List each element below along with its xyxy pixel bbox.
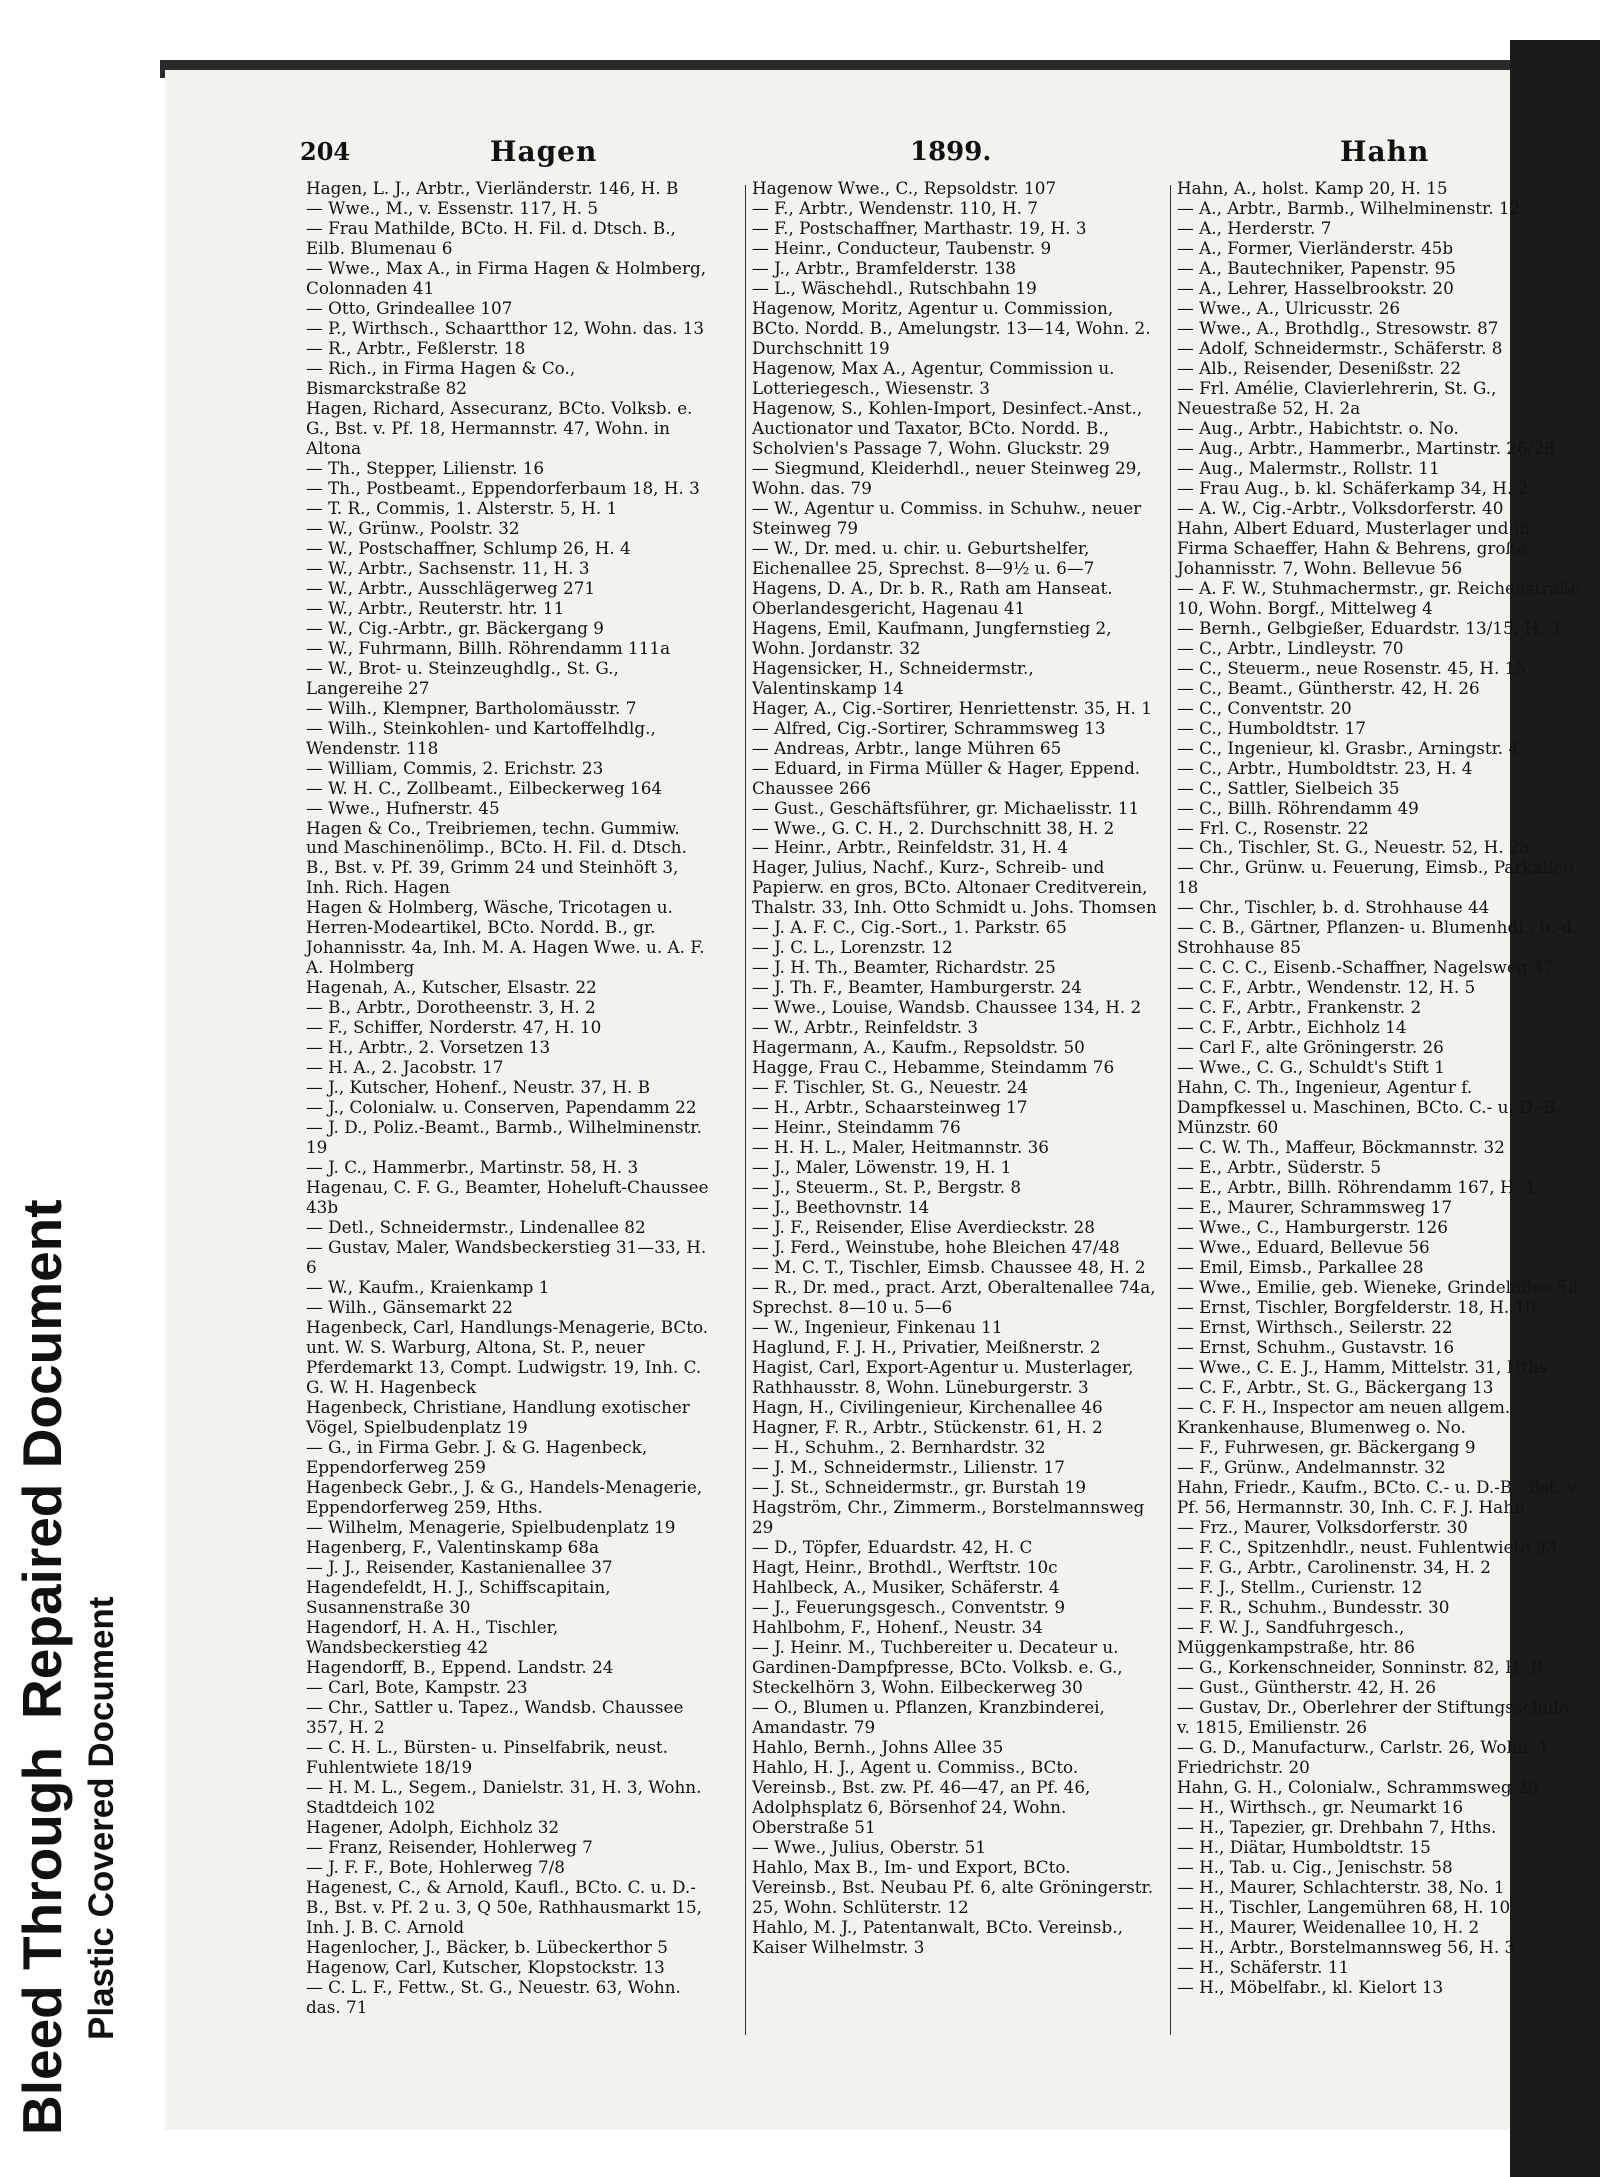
directory-entry: — W., Grünw., Poolstr. 32 bbox=[306, 517, 520, 538]
directory-entry: — Frau Aug., b. kl. Schäferkamp 34, H. 2 bbox=[1177, 477, 1529, 498]
directory-entry: — C., Steuerm., neue Rosenstr. 45, H. 15 bbox=[1177, 657, 1526, 678]
directory-entry: Hagner, F. R., Arbtr., Stückenstr. 61, H. 2 bbox=[752, 1417, 1103, 1438]
directory-entry: — H., Tab. u. Cig., Jenischstr. 58 bbox=[1177, 1856, 1453, 1877]
directory-entry: Hahn, Friedr., Kaufm., BCto. C.- u. D.-B., Bst. v. Pf. 56, Hermannstr. 30, Inh. C. F. J. Hahn bbox=[1177, 1476, 1580, 1517]
directory-entry: — P., Wirthsch., Schaartthor 12, Wohn. das. 13 bbox=[306, 317, 705, 338]
directory-entry: — J. C. L., Lorenzstr. 12 bbox=[752, 937, 953, 958]
directory-entry: Hahn, C. Th., Ingenieur, Agentur f. Dampfkessel u. Maschinen, BCto. C.- u. D.-B., Münzstr. 60 bbox=[1177, 1077, 1566, 1138]
directory-entry: — H. H. L., Maler, Heitmannstr. 36 bbox=[752, 1137, 1049, 1158]
directory-entry: — O., Blumen u. Pflanzen, Kranzbinderei, Amandastr. 79 bbox=[752, 1696, 1105, 1737]
margin-notes bbox=[0, 740, 160, 2160]
directory-entry: — Emil, Eimsb., Parkallee 28 bbox=[1177, 1257, 1424, 1278]
directory-entry: — J., Feuerungsgesch., Conventstr. 9 bbox=[752, 1596, 1066, 1617]
directory-entry: — F., Postschaffner, Marthastr. 19, H. 3 bbox=[752, 217, 1087, 238]
directory-entry: — Eduard, in Firma Müller & Hager, Eppend. Chaussee 266 bbox=[752, 757, 1141, 798]
page-number: 204 bbox=[300, 137, 351, 166]
directory-entry: — Wwe., Eduard, Bellevue 56 bbox=[1177, 1237, 1430, 1258]
directory-entry: — H., Wirthsch., gr. Neumarkt 16 bbox=[1177, 1796, 1464, 1817]
directory-entry: — J. M., Schneidermstr., Lilienstr. 17 bbox=[752, 1457, 1065, 1477]
directory-entry: Hagen & Holmberg, Wäsche, Tricotagen u. Herren-Modeartikel, BCto. Nordd. B., gr. Johannisstr. 4a, Inh. M. A. Hagen Wwe. u. A. F. A. Holmberg bbox=[306, 897, 705, 978]
directory-entry: Hahlo, M. J., Patentanwalt, BCto. Vereinsb., Kaiser Wilhelmstr. 3 bbox=[752, 1916, 1123, 1957]
directory-entry: — C. L. F., Fettw., St. G., Neuestr. 63, Wohn. das. 71 bbox=[306, 1976, 681, 2017]
directory-entry: — A., Former, Vierländerstr. 45b bbox=[1177, 237, 1454, 258]
directory-entry: — T. R., Commis, 1. Alsterstr. 5, H. 1 bbox=[306, 497, 618, 518]
directory-entry: — H., Arbtr., 2. Vorsetzen 13 bbox=[306, 1037, 551, 1058]
directory-entry: Hagt, Heinr., Brothdl., Werftstr. 10c bbox=[752, 1556, 1058, 1577]
directory-entry: — Chr., Grünw. u. Feuerung, Eimsb., Parkallee 18 bbox=[1177, 857, 1574, 898]
directory-entry: Hahlo, Bernh., Johns Allee 35 bbox=[752, 1736, 1004, 1757]
directory-entry: Hagist, Carl, Export-Agentur u. Musterlager, Rathhausstr. 8, Wohn. Lüneburgerstr. 3 bbox=[752, 1357, 1134, 1398]
directory-entry: — M. C. T., Tischler, Eimsb. Chaussee 48, H. 2 bbox=[752, 1257, 1146, 1278]
directory-entry: Hagendorf, H. A. H., Tischler, Wandsbeckerstieg 42 bbox=[306, 1616, 559, 1657]
directory-entry: — Chr., Tischler, b. d. Strohhause 44 bbox=[1177, 897, 1490, 918]
directory-entry: — W., Postschaffner, Schlump 26, H. 4 bbox=[306, 537, 631, 558]
directory-entry: Hagenah, A., Kutscher, Elsastr. 22 bbox=[306, 977, 597, 998]
directory-entry: — G., in Firma Gebr. J. & G. Hagenbeck, Eppendorferweg 259 bbox=[306, 1437, 648, 1477]
directory-entry: — W., Agentur u. Commiss. in Schuhw., neuer Steinweg 79 bbox=[752, 497, 1142, 538]
directory-entry: — C. F., Arbtr., St. G., Bäckergang 13 bbox=[1177, 1377, 1494, 1398]
directory-entry: — W., Ingenieur, Finkenau 11 bbox=[752, 1317, 1003, 1338]
directory-entry: Hagenbeck Gebr., J. & G., Handels-Menagerie, Eppendorferweg 259, Hths. bbox=[306, 1476, 703, 1517]
directory-entry: Hagenow Wwe., C., Repsoldstr. 107 bbox=[752, 178, 1057, 198]
directory-entry: — J. Heinr. M., Tuchbereiter u. Decateur u. Gardinen-Dampfpresse, BCto. Volksb. e. G., Steckelhörn 3, Wohn. Eilbeckerweg 30 bbox=[752, 1636, 1123, 1697]
directory-entry: — Aug., Arbtr., Hammerbr., Martinstr. 26/28 bbox=[1177, 437, 1555, 458]
directory-entry: — H. A., 2. Jacobstr. 17 bbox=[306, 1057, 504, 1078]
directory-entry: — H. M. L., Segem., Danielstr. 31, H. 3, Wohn. Stadtdeich 102 bbox=[306, 1776, 702, 1817]
directory-entry: — Frl. C., Rosenstr. 22 bbox=[1177, 817, 1369, 838]
directory-entry: — J. F. F., Bote, Hohlerweg 7/8 bbox=[306, 1856, 565, 1877]
directory-entry: — Heinr., Arbtr., Reinfeldstr. 31, H. 4 bbox=[752, 837, 1069, 858]
directory-entry: Hagens, D. A., Dr. b. R., Rath am Hanseat. Oberlandesgericht, Hagenau 41 bbox=[752, 577, 1113, 618]
directory-entry: Hager, Julius, Nachf., Kurz-, Schreib- und Papierw. en gros, BCto. Altonaer Creditverein, Thalstr. 33, Inh. Otto Schmidt u. Johs. Thomsen bbox=[752, 857, 1157, 918]
directory-entry: — Alb., Reisender, Desenißstr. 22 bbox=[1177, 357, 1462, 378]
directory-entry: — Wwe., Emilie, geb. Wieneke, Grindelallee 58 bbox=[1177, 1277, 1579, 1298]
directory-entry: — Wwe., C. E. J., Hamm, Mittelstr. 31, Hths. bbox=[1177, 1357, 1553, 1378]
directory-entry: — William, Commis, 2. Erichstr. 23 bbox=[306, 757, 604, 778]
directory-entry: — Wilh., Klempner, Bartholomäusstr. 7 bbox=[306, 697, 637, 718]
directory-entry: — D., Töpfer, Eduardstr. 42, H. C bbox=[752, 1536, 1033, 1557]
directory-entry: — Wwe., M., v. Essenstr. 117, H. 5 bbox=[306, 197, 599, 218]
directory-entry: — H., Diätar, Humboldtstr. 15 bbox=[1177, 1836, 1431, 1857]
directory-entry: Hagenlocher, J., Bäcker, b. Lübeckerthor 5 bbox=[306, 1936, 668, 1957]
directory-entry: — J. D., Poliz.-Beamt., Barmb., Wilhelminenstr. 19 bbox=[306, 1117, 702, 1158]
left-running-head: Hagen bbox=[490, 135, 598, 168]
directory-entry: Hagenbeck, Carl, Handlungs-Menagerie, BCto. unt. W. S. Warburg, Altona, St. P., neuer Pferdemarkt 13, Compt. Ludwigstr. 19, Inh. C. G. W. H. Hagenbeck bbox=[306, 1317, 709, 1398]
directory-entry: — Wilh., Steinkohlen- und Kartoffelhdlg., Wendenstr. 118 bbox=[306, 717, 656, 758]
directory-entry: — J., Beethovnstr. 14 bbox=[752, 1197, 930, 1218]
directory-entry: — Th., Stepper, Lilienstr. 16 bbox=[306, 457, 545, 478]
directory-entry: Hahn, Albert Eduard, Musterlager und in Firma Schaeffer, Hahn & Behrens, große Johannisstr. 7, Wohn. Bellevue 56 bbox=[1177, 517, 1530, 578]
directory-entry: — E., Arbtr., Süderstr. 5 bbox=[1177, 1157, 1382, 1178]
directory-entry: Hagenow, S., Kohlen-Import, Desinfect.-Anst., Auctionator und Taxator, BCto. Nordd. B., Scholvien's Passage 7, Wohn. Gluckstr. 29 bbox=[752, 397, 1143, 458]
directory-entry: — A., Arbtr., Barmb., Wilhelminenstr. 12 bbox=[1177, 197, 1521, 218]
plastic-covered-note: Plastic Covered Document bbox=[82, 1596, 121, 2040]
directory-entry: — Rich., in Firma Hagen & Co., Bismarckstraße 82 bbox=[306, 357, 576, 398]
directory-entry: — C. B., Gärtner, Pflanzen- u. Blumenhdl., b. d. Strohhause 85 bbox=[1177, 917, 1578, 958]
directory-entry: — J. St., Schneidermstr., gr. Burstah 19 bbox=[752, 1476, 1087, 1497]
directory-entry: — C., Sattler, Sielbeich 35 bbox=[1177, 777, 1400, 798]
directory-entry: Hagen, L. J., Arbtr., Vierländerstr. 146, H. B bbox=[306, 178, 679, 198]
directory-entry: — C. W. Th., Maffeur, Böckmannstr. 32 bbox=[1177, 1137, 1505, 1158]
page-header bbox=[300, 135, 1440, 175]
directory-entry: — Wwe., A., Brothdlg., Stresowstr. 87 bbox=[1177, 317, 1499, 338]
directory-entry: — J. Th. F., Beamter, Hamburgerstr. 24 bbox=[752, 977, 1082, 998]
directory-entry: — Andreas, Arbtr., lange Mühren 65 bbox=[752, 737, 1062, 758]
directory-entry: — A., Herderstr. 7 bbox=[1177, 217, 1332, 238]
directory-entry: Hagermann, A., Kaufm., Repsoldstr. 50 bbox=[752, 1037, 1085, 1058]
directory-entry: — C. F., Arbtr., Wendenstr. 12, H. 5 bbox=[1177, 977, 1476, 998]
directory-entry: — F., Schiffer, Norderstr. 47, H. 10 bbox=[306, 1017, 602, 1038]
directory-entry: Hahlbohm, F., Hohenf., Neustr. 34 bbox=[752, 1616, 1043, 1637]
directory-entry: — H., Tischler, Langemühren 68, H. 10 bbox=[1177, 1896, 1511, 1917]
directory-entry: — J., Arbtr., Bramfelderstr. 138 bbox=[752, 257, 1017, 278]
directory-entry: — C., Humboldtstr. 17 bbox=[1177, 717, 1366, 738]
directory-entry: Hagen, Richard, Assecuranz, BCto. Volksb. e. G., Bst. v. Pf. 18, Hermannstr. 47, Wohn. in Altona bbox=[306, 397, 693, 458]
directory-entry: — F. Tischler, St. G., Neuestr. 24 bbox=[752, 1077, 1028, 1098]
directory-entry: Hahlbeck, A., Musiker, Schäferstr. 4 bbox=[752, 1576, 1060, 1597]
directory-entry: — Alfred, Cig.-Sortirer, Schrammsweg 13 bbox=[752, 717, 1106, 738]
year-heading: 1899. bbox=[910, 137, 992, 167]
column-divider bbox=[1170, 185, 1171, 2035]
directory-entry: — J., Steuerm., St. P., Bergstr. 8 bbox=[752, 1177, 1022, 1198]
directory-entry: — Wwe., C. G., Schuldt's Stift 1 bbox=[1177, 1057, 1445, 1078]
directory-entry: — E., Arbtr., Billh. Röhrendamm 167, H. 1 bbox=[1177, 1177, 1536, 1198]
directory-entry: — F. R., Schuhm., Bundesstr. 30 bbox=[1177, 1596, 1450, 1617]
directory-entry: Hagensicker, H., Schneidermstr., Valentinskamp 14 bbox=[752, 657, 1034, 698]
directory-entry: Hagenow, Moritz, Agentur u. Commission, BCto. Nordd. B., Amelungstr. 13—14, Wohn. 2. Durchschnitt 19 bbox=[752, 297, 1151, 358]
directory-entry: Hahn, A., holst. Kamp 20, H. 15 bbox=[1177, 178, 1448, 198]
directory-entry: — J. A. F. C., Cig.-Sort., 1. Parkstr. 65 bbox=[752, 917, 1067, 938]
directory-entry: — A., Lehrer, Hasselbrookstr. 20 bbox=[1177, 277, 1454, 298]
directory-entry: — H., Tapezier, gr. Drehbahn 7, Hths. bbox=[1177, 1816, 1497, 1837]
directory-entry: — Chr., Sattler u. Tapez., Wandsb. Chaussee 357, H. 2 bbox=[306, 1696, 684, 1737]
directory-entry: — C., Conventstr. 20 bbox=[1177, 697, 1352, 718]
directory-entry: — L., Wäschehdl., Rutschbahn 19 bbox=[752, 277, 1037, 298]
directory-column-3 bbox=[1177, 178, 1585, 1997]
directory-entry: — C., Arbtr., Humboldtstr. 23, H. 4 bbox=[1177, 757, 1473, 778]
directory-entry: — R., Dr. med., pract. Arzt, Oberaltenallee 74a, Sprechst. 8—10 u. 5—6 bbox=[752, 1277, 1156, 1318]
directory-entry: Hagendorff, B., Eppend. Landstr. 24 bbox=[306, 1656, 614, 1677]
directory-entry: — Ernst, Schuhm., Gustavstr. 16 bbox=[1177, 1337, 1455, 1358]
directory-entry: — C. F., Arbtr., Frankenstr. 2 bbox=[1177, 997, 1422, 1018]
directory-entry: — Wwe., Louise, Wandsb. Chaussee 134, H. 2 bbox=[752, 997, 1142, 1018]
directory-entry: — Wwe., Julius, Oberstr. 51 bbox=[752, 1836, 987, 1857]
directory-entry: Hagen & Co., Treibriemen, techn. Gummiw. und Maschinenölimp., BCto. H. Fil. d. Dtsch. B., Bst. v. Pf. 39, Grimm 24 und Steinhöft 3, Inh. Rich. Hagen bbox=[306, 817, 687, 898]
directory-entry: — Adolf, Schneidermstr., Schäferstr. 8 bbox=[1177, 337, 1503, 358]
directory-entry: — Gustav, Maler, Wandsbeckerstieg 31—33, H. 6 bbox=[306, 1237, 707, 1278]
directory-entry: — W., Arbtr., Reinfeldstr. 3 bbox=[752, 1017, 979, 1038]
directory-entry: — Aug., Arbtr., Habichtstr. o. No. bbox=[1177, 417, 1459, 438]
directory-entry: — Ch., Tischler, St. G., Neuestr. 52, H. 2a bbox=[1177, 837, 1530, 858]
directory-entry: — H., Schäferstr. 11 bbox=[1177, 1956, 1350, 1977]
column-divider bbox=[745, 185, 746, 2035]
directory-entry: — C., Ingenieur, kl. Grasbr., Arningstr. 4 bbox=[1177, 737, 1520, 758]
directory-entry: Hager, A., Cig.-Sortirer, Henriettenstr. 35, H. 1 bbox=[752, 697, 1152, 718]
directory-entry: — F. C., Spitzenhdlr., neust. Fuhlentwiete 93 bbox=[1177, 1536, 1557, 1557]
directory-entry: — Siegmund, Kleiderhdl., neuer Steinweg 29, Wohn. das. 79 bbox=[752, 457, 1142, 498]
directory-column-2 bbox=[752, 178, 1160, 1957]
directory-entry: — Bernh., Gelbgießer, Eduardstr. 13/15, H. 3 bbox=[1177, 617, 1561, 638]
directory-entry: Hagenberg, F., Valentinskamp 68a bbox=[306, 1536, 599, 1557]
directory-entry: — W., Dr. med. u. chir. u. Geburtshelfer, Eichenallee 25, Sprechst. 8—9½ u. 6—7 bbox=[752, 537, 1095, 578]
directory-entry: — J. Ferd., Weinstube, hohe Bleichen 47/48 bbox=[752, 1237, 1120, 1258]
directory-entry: — Heinr., Steindamm 76 bbox=[752, 1117, 961, 1138]
directory-entry: — Wwe., Max A., in Firma Hagen & Holmberg, Colonnaden 41 bbox=[306, 257, 707, 298]
directory-entry: Hagens, Emil, Kaufmann, Jungfernstieg 2, Wohn. Jordanstr. 32 bbox=[752, 617, 1112, 658]
directory-entry: Hagström, Chr., Zimmerm., Borstelmannsweg 29 bbox=[752, 1496, 1145, 1537]
directory-entry: Hagendefeldt, H. J., Schiffscapitain, Susannenstraße 30 bbox=[306, 1576, 611, 1617]
directory-entry: — Wwe., Hufnerstr. 45 bbox=[306, 797, 500, 818]
directory-entry: — A. F. W., Stuhmachermstr., gr. Reichenstraße 10, Wohn. Borgf., Mittelweg 4 bbox=[1177, 577, 1581, 618]
directory-entry: — W., Arbtr., Sachsenstr. 11, H. 3 bbox=[306, 557, 590, 578]
directory-entry: — Ernst, Tischler, Borgfelderstr. 18, H. 10 bbox=[1177, 1297, 1537, 1318]
directory-entry: — J., Maler, Löwenstr. 19, H. 1 bbox=[752, 1157, 1012, 1178]
directory-entry: — G., Korkenschneider, Sonninstr. 82, H. B bbox=[1177, 1656, 1543, 1677]
directory-entry: — C., Billh. Röhrendamm 49 bbox=[1177, 797, 1419, 818]
directory-entry: — Franz, Reisender, Hohlerweg 7 bbox=[306, 1836, 593, 1857]
directory-entry: — E., Maurer, Schrammsweg 17 bbox=[1177, 1197, 1453, 1218]
directory-entry: — F. G., Arbtr., Carolinenstr. 34, H. 2 bbox=[1177, 1556, 1491, 1577]
directory-entry: — H., Maurer, Weidenallee 10, H. 2 bbox=[1177, 1916, 1480, 1937]
directory-entry: — F., Fuhrwesen, gr. Bäckergang 9 bbox=[1177, 1437, 1476, 1458]
directory-entry: Hagge, Frau C., Hebamme, Steindamm 76 bbox=[752, 1057, 1115, 1078]
directory-entry: — Carl, Bote, Kampstr. 23 bbox=[306, 1676, 528, 1697]
directory-entry: — W., Arbtr., Ausschlägerweg 271 bbox=[306, 577, 596, 598]
directory-entry: Hagenest, C., & Arnold, Kaufl., BCto. C. u. D.-B., Bst. v. Pf. 2 u. 3, Q 50e, Rathhausmarkt 15, Inh. J. B. C. Arnold bbox=[306, 1876, 702, 1937]
directory-entry: — Gust., Geschäftsführer, gr. Michaelisstr. 11 bbox=[752, 797, 1140, 818]
directory-entry: — B., Arbtr., Dorotheenstr. 3, H. 2 bbox=[306, 997, 596, 1018]
directory-entry: — Wwe., G. C. H., 2. Durchschnitt 38, H. 2 bbox=[752, 817, 1115, 838]
directory-entry: — C. F. H., Inspector am neuen allgem. Krankenhause, Blumenweg o. No. bbox=[1177, 1397, 1511, 1438]
directory-entry: — W., Kaufm., Kraienkamp 1 bbox=[306, 1277, 550, 1298]
directory-entry: — W., Cig.-Arbtr., gr. Bäckergang 9 bbox=[306, 617, 604, 638]
right-running-head: Hahn bbox=[1340, 135, 1430, 168]
directory-entry: — Wilh., Gänsemarkt 22 bbox=[306, 1297, 513, 1318]
directory-entry: — R., Arbtr., Feßlerstr. 18 bbox=[306, 337, 526, 358]
directory-entry: Hahlo, H. J., Agent u. Commiss., BCto. Vereinsb., Bst. zw. Pf. 46—47, an Pf. 46, Adolphsplatz 6, Börsenhof 24, Wohn. Oberstraße 51 bbox=[752, 1756, 1091, 1837]
directory-column-1 bbox=[306, 178, 714, 2017]
directory-entry: — C. H. L., Bürsten- u. Pinselfabrik, neust. Fuhlentwiete 18/19 bbox=[306, 1736, 669, 1777]
directory-entry: Hagenow, Max A., Agentur, Commission u. Lotteriegesch., Wiesenstr. 3 bbox=[752, 357, 1115, 398]
directory-entry: — J. J., Reisender, Kastanienallee 37 bbox=[306, 1556, 613, 1577]
directory-entry: — F. W. J., Sandfuhrgesch., Müggenkampstraße, htr. 86 bbox=[1177, 1616, 1415, 1657]
directory-entry: — G. D., Manufacturw., Carlstr. 26, Wohn. 1. Friedrichstr. 20 bbox=[1177, 1736, 1555, 1777]
directory-entry: — H., Schuhm., 2. Bernhardstr. 32 bbox=[752, 1437, 1046, 1458]
directory-entry: — H., Maurer, Schlachterstr. 38, No. 1 bbox=[1177, 1876, 1505, 1897]
directory-entry: — F., Grünw., Andelmannstr. 32 bbox=[1177, 1457, 1446, 1477]
directory-entry: — W. H. C., Zollbeamt., Eilbeckerweg 164 bbox=[306, 777, 663, 798]
directory-entry: — Frl. Amélie, Clavierlehrerin, St. G., Neuestraße 52, H. 2a bbox=[1177, 377, 1497, 418]
directory-entry: — J. H. Th., Beamter, Richardstr. 25 bbox=[752, 957, 1056, 978]
directory-entry: Hagenbeck, Christiane, Handlung exotischer Vögel, Spielbudenplatz 19 bbox=[306, 1397, 690, 1438]
directory-entry: — C. C. C., Eisenb.-Schaffner, Nagelsweg 47 bbox=[1177, 957, 1555, 978]
directory-entry: — C., Arbtr., Lindleystr. 70 bbox=[1177, 637, 1404, 658]
directory-entry: — Aug., Malermstr., Rollstr. 11 bbox=[1177, 457, 1440, 478]
directory-entry: — Detl., Schneidermstr., Lindenallee 82 bbox=[306, 1217, 646, 1238]
directory-entry: — Frz., Maurer, Volksdorferstr. 30 bbox=[1177, 1516, 1468, 1537]
directory-entry: — Th., Postbeamt., Eppendorferbaum 18, H. 3 bbox=[306, 477, 700, 498]
directory-entry: — Wwe., C., Hamburgerstr. 126 bbox=[1177, 1217, 1448, 1238]
directory-entry: — H., Möbelfabr., kl. Kielort 13 bbox=[1177, 1976, 1444, 1997]
directory-entry: — J., Colonialw. u. Conserven, Papendamm 22 bbox=[306, 1097, 697, 1118]
directory-entry: — Wwe., A., Ulricusstr. 26 bbox=[1177, 297, 1401, 318]
directory-entry: — A. W., Cig.-Arbtr., Volksdorferstr. 40 bbox=[1177, 497, 1504, 518]
directory-entry: — J. C., Hammerbr., Martinstr. 58, H. 3 bbox=[306, 1157, 639, 1178]
directory-entry: — H., Arbtr., Schaarsteinweg 17 bbox=[752, 1097, 1028, 1118]
directory-entry: Hagenau, C. F. G., Beamter, Hoheluft-Chaussee 43b bbox=[306, 1177, 709, 1218]
directory-entry: Hagener, Adolph, Eichholz 32 bbox=[306, 1816, 560, 1837]
directory-entry: — Gustav, Dr., Oberlehrer der Stiftungsschule v. 1815, Emilienstr. 26 bbox=[1177, 1696, 1569, 1737]
directory-entry: — W., Brot- u. Steinzeughdlg., St. G., Langereihe 27 bbox=[306, 657, 619, 698]
directory-entry: — Otto, Grindeallee 107 bbox=[306, 297, 513, 318]
directory-entry: Hahlo, Max B., Im- und Export, BCto. Vereinsb., Bst. Neubau Pf. 6, alte Gröningerstr. 25, Wohn. Schlüterstr. 12 bbox=[752, 1856, 1154, 1917]
directory-entry: — Carl F., alte Gröningerstr. 26 bbox=[1177, 1037, 1444, 1058]
directory-entry: Hahn, G. H., Colonialw., Schrammsweg 28 bbox=[1177, 1776, 1539, 1797]
directory-entry: — J., Kutscher, Hohenf., Neustr. 37, H. B bbox=[306, 1077, 651, 1098]
directory-entry: — Frau Mathilde, BCto. H. Fil. d. Dtsch. B., Eilb. Blumenau 6 bbox=[306, 217, 676, 258]
repaired-document-note: Repaired Document bbox=[11, 1199, 73, 1719]
directory-entry: — W., Arbtr., Reuterstr. htr. 11 bbox=[306, 597, 565, 618]
directory-entry: — A., Bautechniker, Papenstr. 95 bbox=[1177, 257, 1456, 278]
directory-entry: — W., Fuhrmann, Billh. Röhrendamm 111a bbox=[306, 637, 671, 658]
directory-entry: — Heinr., Conducteur, Taubenstr. 9 bbox=[752, 237, 1052, 258]
directory-entry: — Gust., Güntherstr. 42, H. 26 bbox=[1177, 1676, 1437, 1697]
directory-entry: — C., Beamt., Güntherstr. 42, H. 26 bbox=[1177, 677, 1480, 698]
directory-entry: — Ernst, Wirthsch., Seilerstr. 22 bbox=[1177, 1317, 1453, 1338]
directory-entry: — Wilhelm, Menagerie, Spielbudenplatz 19 bbox=[306, 1516, 676, 1537]
directory-entry: — J. F., Reisender, Elise Averdieckstr. 28 bbox=[752, 1217, 1095, 1238]
directory-entry: Hagn, H., Civilingenieur, Kirchenallee 46 bbox=[752, 1397, 1103, 1418]
directory-entry: — F. J., Stellm., Curienstr. 12 bbox=[1177, 1576, 1423, 1597]
directory-entry: — H., Arbtr., Borstelmannsweg 56, H. 3 bbox=[1177, 1936, 1516, 1957]
bleed-through-note: Bleed Through bbox=[11, 1746, 73, 2135]
directory-entry: — C. F., Arbtr., Eichholz 14 bbox=[1177, 1017, 1407, 1038]
damage-note bbox=[10, 1199, 74, 2135]
directory-entry: — F., Arbtr., Wendenstr. 110, H. 7 bbox=[752, 197, 1038, 218]
directory-entry: Hagenow, Carl, Kutscher, Klopstockstr. 13 bbox=[306, 1956, 665, 1977]
directory-entry: Haglund, F. J. H., Privatier, Meißnerstr. 2 bbox=[752, 1337, 1101, 1358]
